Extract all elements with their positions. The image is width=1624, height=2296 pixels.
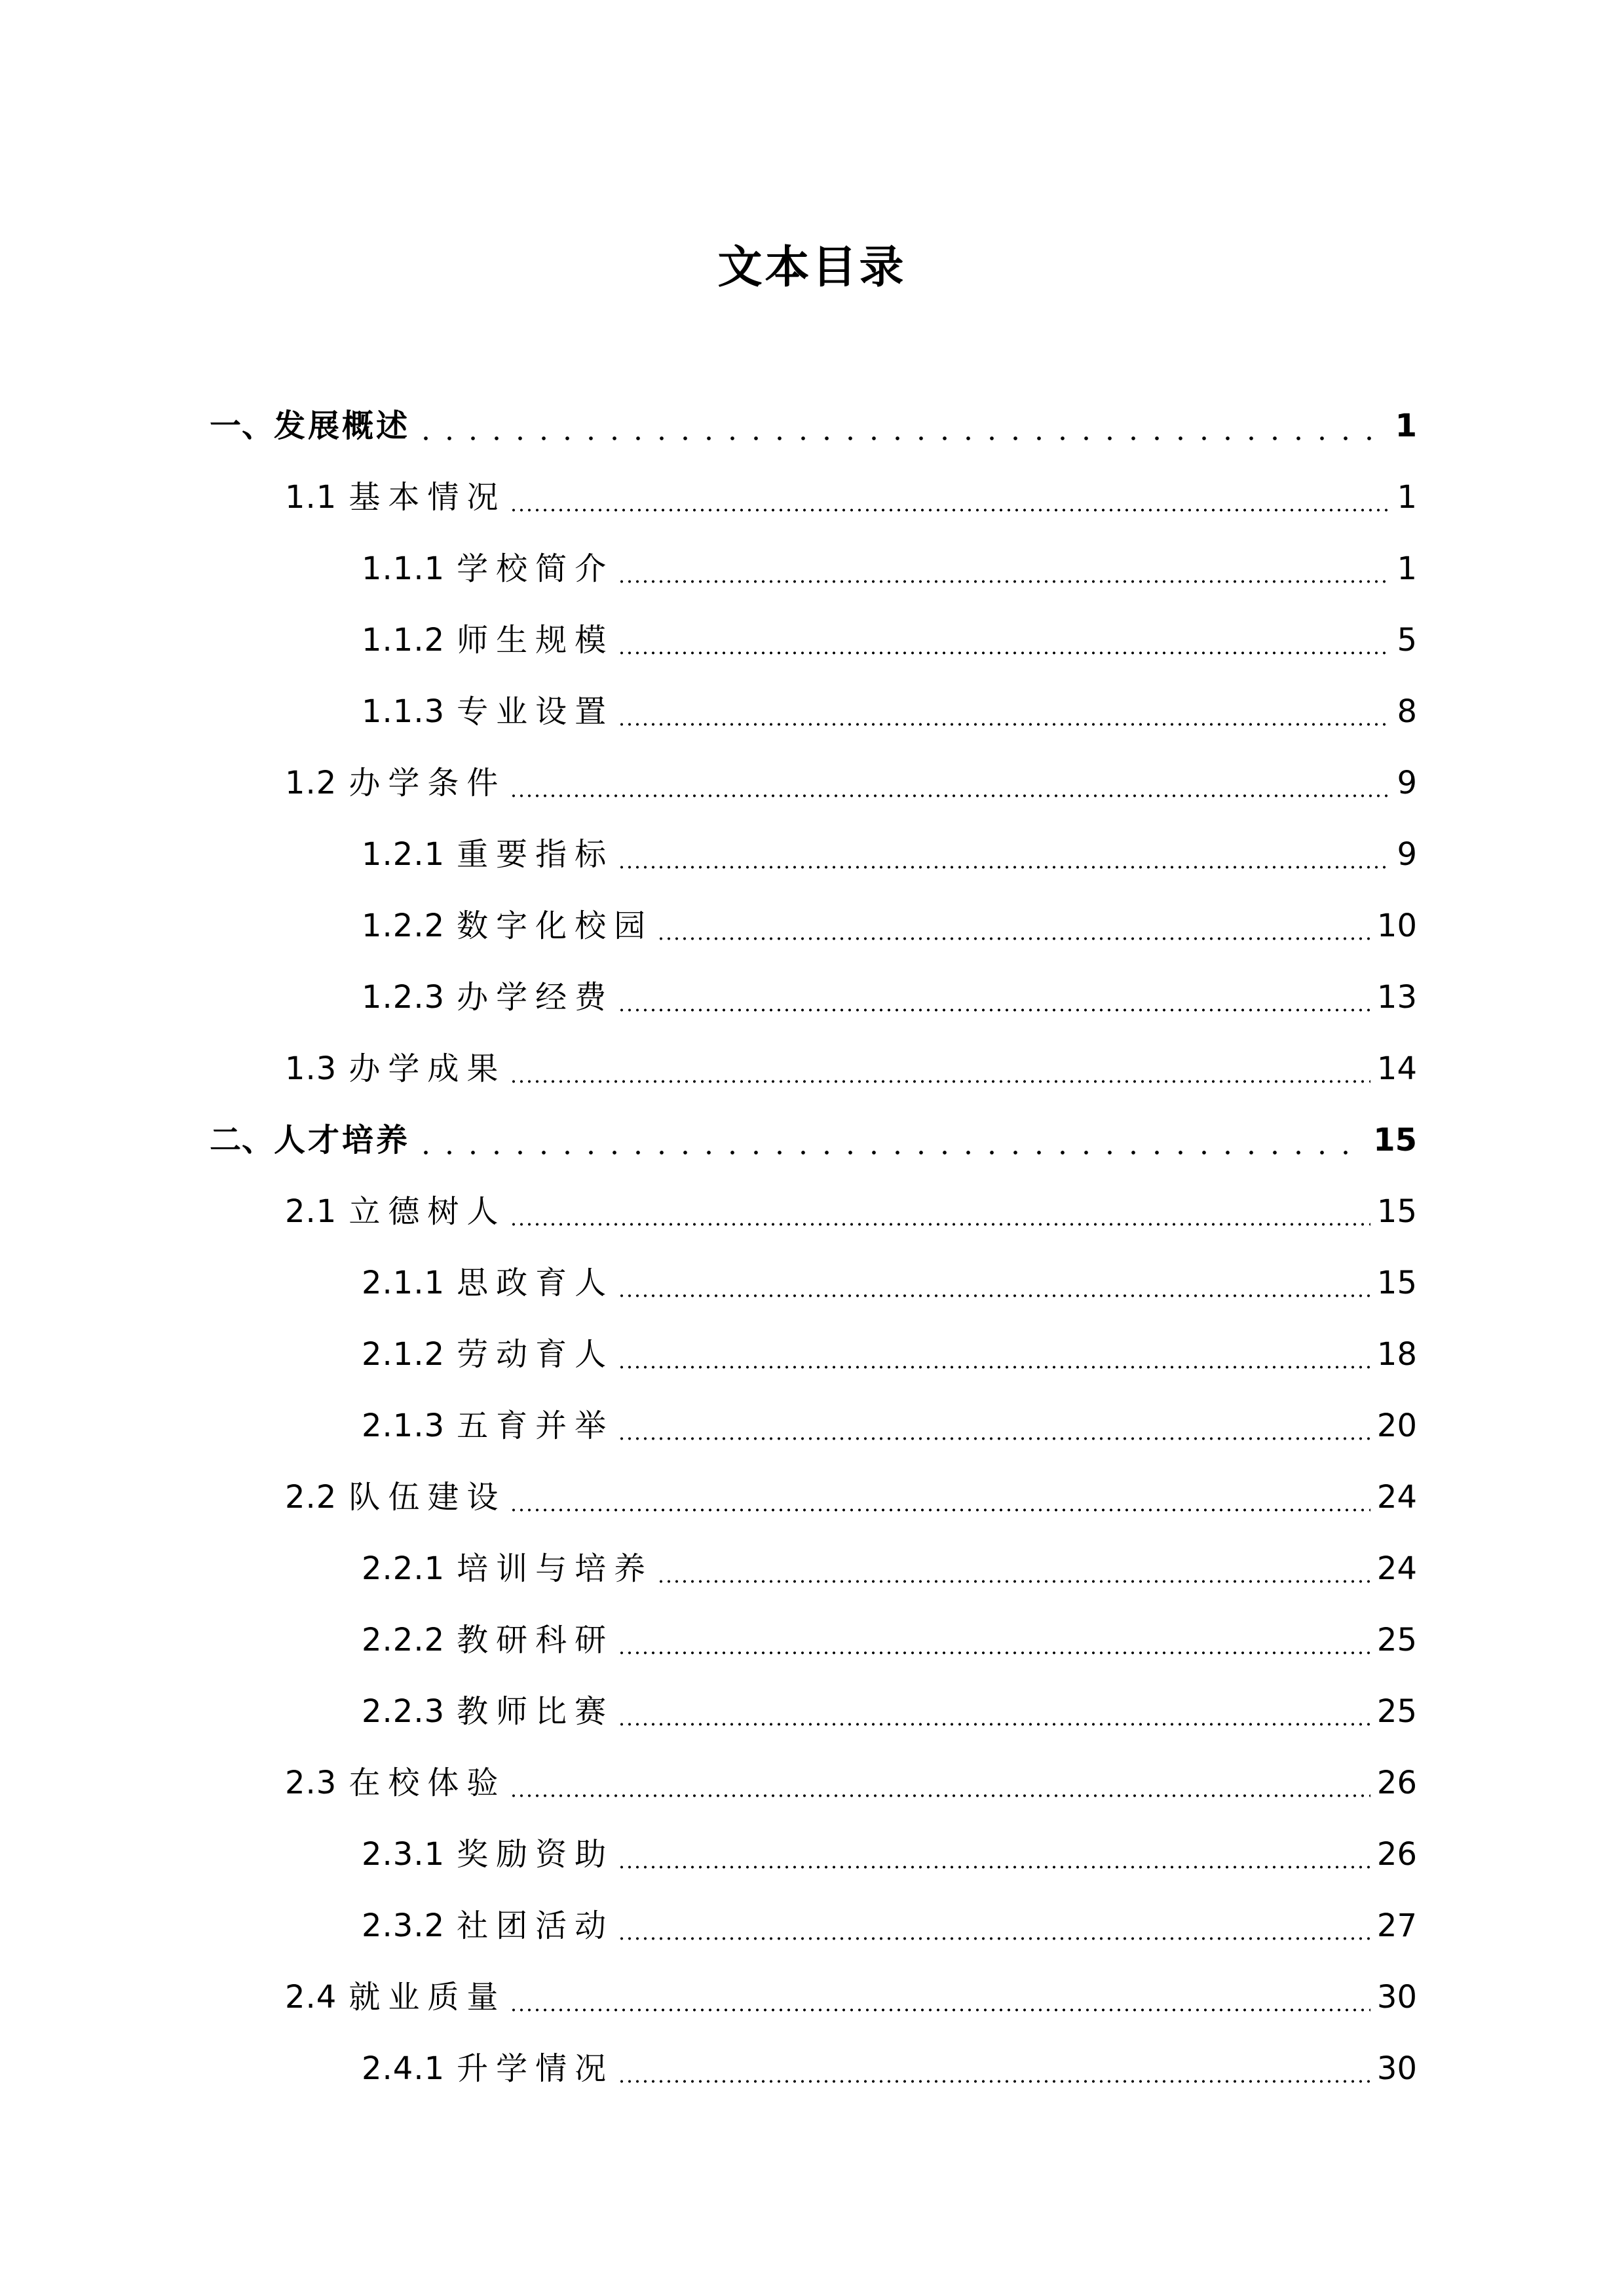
toc-entry-title: 教师比赛 xyxy=(457,1693,614,1730)
toc-entry-label xyxy=(362,621,614,660)
dot-leader xyxy=(510,478,1390,517)
dot-leader xyxy=(618,978,1370,1017)
toc-entry-title: 奖励资助 xyxy=(457,1835,614,1873)
toc-entry-title: 社团活动 xyxy=(457,1907,614,1944)
dot-leader xyxy=(510,1763,1370,1803)
toc-entry-label xyxy=(285,1763,506,1803)
toc-entry-label xyxy=(362,1406,614,1445)
toc-entry-page-number: 14 xyxy=(1376,1050,1417,1087)
toc-entry[interactable] xyxy=(0,1104,1624,1176)
toc-entry-number: 1.1.2 xyxy=(362,621,445,659)
toc-entry-number: 1.1 xyxy=(285,478,337,516)
toc-entry-number: 2.3.1 xyxy=(362,1835,445,1873)
toc-entry-title: 人才培养 xyxy=(274,1121,411,1158)
toc-entry[interactable] xyxy=(0,604,1624,676)
dot-leader xyxy=(618,1835,1370,1874)
toc-entry-number: 1.1.3 xyxy=(362,693,445,730)
toc-entry-page-number: 15 xyxy=(1376,1264,1417,1301)
toc-entry-number: 2.2.1 xyxy=(362,1550,445,1587)
toc-entry-label xyxy=(362,1692,614,1731)
toc-entry[interactable] xyxy=(0,890,1624,961)
toc-entry-title: 教研科研 xyxy=(457,1621,614,1658)
toc-entry-page-number: 9 xyxy=(1397,835,1417,873)
dot-leader xyxy=(618,621,1390,660)
toc-entry-number: 1.1.1 xyxy=(362,550,445,587)
toc-entry-page-number: 10 xyxy=(1376,907,1417,944)
toc-entry-label xyxy=(362,978,614,1017)
toc-entry[interactable] xyxy=(0,1176,1624,1247)
toc-entry-page-number: 5 xyxy=(1397,621,1417,659)
toc-entry-title: 办学条件 xyxy=(349,764,506,801)
toc-entry-title: 思政育人 xyxy=(457,1264,614,1301)
toc-entry-title: 基本情况 xyxy=(349,478,506,516)
toc-entry-title: 办学经费 xyxy=(457,978,614,1016)
toc-entry-number: 1.2.1 xyxy=(362,835,445,873)
toc-entry-label xyxy=(362,1906,614,1945)
toc-entry[interactable] xyxy=(0,1247,1624,1318)
toc-entry-page-number: 26 xyxy=(1376,1835,1417,1873)
dot-leader xyxy=(618,1406,1370,1445)
toc-entry-title: 立德树人 xyxy=(349,1193,506,1230)
toc-entry-page-number: 30 xyxy=(1376,2050,1417,2087)
toc-entry-page-number: 9 xyxy=(1397,764,1417,801)
toc-entry[interactable] xyxy=(0,533,1624,604)
toc-entry-page-number: 15 xyxy=(1373,1121,1417,1158)
toc-entry-label xyxy=(362,1620,614,1660)
toc-entry-page-number: 1 xyxy=(1397,550,1417,587)
dot-leader xyxy=(414,406,1389,446)
toc-entry-title: 五育并举 xyxy=(457,1407,614,1444)
toc-entry-number: 一、 xyxy=(210,407,274,444)
toc-entry-page-number: 8 xyxy=(1397,693,1417,730)
dot-leader xyxy=(510,1978,1370,2017)
toc-entry-number: 2.1.1 xyxy=(362,1264,445,1301)
toc-entry-label xyxy=(285,763,506,803)
toc-entry-label xyxy=(362,835,614,874)
toc-entry-number: 2.2.2 xyxy=(362,1621,445,1658)
dot-leader xyxy=(618,549,1390,588)
toc-entry-title: 升学情况 xyxy=(457,2050,614,2087)
toc-entry[interactable] xyxy=(0,1747,1624,1818)
toc-entry-label xyxy=(362,1549,653,1588)
toc-entry-number: 1.2 xyxy=(285,764,337,801)
toc-entry[interactable] xyxy=(0,1604,1624,1675)
toc-entry[interactable] xyxy=(0,390,1624,461)
toc-entry[interactable] xyxy=(0,676,1624,747)
toc-entry-page-number: 1 xyxy=(1395,407,1417,444)
toc-entry-page-number: 30 xyxy=(1376,1978,1417,2016)
toc-entry-number: 1.3 xyxy=(285,1050,337,1087)
toc-entry-page-number: 18 xyxy=(1376,1335,1417,1373)
toc-entry-number: 2.1.3 xyxy=(362,1407,445,1444)
toc-entry-page-number: 24 xyxy=(1376,1478,1417,1516)
toc-entry[interactable] xyxy=(0,1318,1624,1390)
toc-entry-label xyxy=(285,1049,506,1088)
toc-entry-label xyxy=(362,2049,614,2088)
toc-entry-title: 队伍建设 xyxy=(349,1478,506,1516)
toc-entry-title: 学校简介 xyxy=(457,550,614,587)
toc-entry-number: 2.3.2 xyxy=(362,1907,445,1944)
toc-entry-page-number: 20 xyxy=(1376,1407,1417,1444)
toc-entry-label xyxy=(362,1335,614,1374)
toc-entry[interactable] xyxy=(0,1461,1624,1533)
toc-entry[interactable] xyxy=(0,1818,1624,1890)
dot-leader xyxy=(618,1263,1370,1303)
table-of-contents xyxy=(0,390,1624,2104)
toc-entry-label xyxy=(210,1120,410,1160)
toc-entry-title: 在校体验 xyxy=(349,1764,506,1801)
toc-entry[interactable] xyxy=(0,1890,1624,1961)
toc-entry[interactable] xyxy=(0,1675,1624,1747)
toc-entry-number: 1.2.3 xyxy=(362,978,445,1016)
toc-entry-number: 2.1 xyxy=(285,1193,337,1230)
dot-leader xyxy=(510,1478,1370,1517)
toc-entry[interactable] xyxy=(0,1533,1624,1604)
toc-entry-number: 2.2 xyxy=(285,1478,337,1516)
toc-entry-number: 2.1.2 xyxy=(362,1335,445,1373)
toc-entry-page-number: 13 xyxy=(1376,978,1417,1016)
toc-entry-label xyxy=(362,906,653,946)
toc-entry-title: 数字化校园 xyxy=(457,907,654,944)
toc-entry-page-number: 26 xyxy=(1376,1764,1417,1801)
toc-entry-title: 就业质量 xyxy=(349,1978,506,2016)
toc-entry[interactable] xyxy=(0,1390,1624,1461)
dot-leader xyxy=(618,1335,1370,1374)
toc-entry-number: 2.4.1 xyxy=(362,2050,445,2087)
toc-entry-title: 劳动育人 xyxy=(457,1335,614,1373)
toc-entry-label xyxy=(362,549,614,588)
dot-leader xyxy=(510,1192,1370,1231)
page-title: 文本目录 xyxy=(717,241,907,294)
toc-entry-number: 2.3 xyxy=(285,1764,337,1801)
toc-entry-number: 2.4 xyxy=(285,1978,337,2016)
toc-entry-label xyxy=(362,1263,614,1303)
toc-entry-title: 培训与培养 xyxy=(457,1550,654,1587)
toc-entry-label xyxy=(362,1835,614,1874)
dot-leader xyxy=(510,1049,1370,1088)
toc-entry-title: 师生规模 xyxy=(457,621,614,659)
toc-entry[interactable] xyxy=(0,2033,1624,2104)
dot-leader xyxy=(618,1620,1370,1660)
toc-entry-number: 2.2.3 xyxy=(362,1693,445,1730)
toc-entry-page-number: 24 xyxy=(1376,1550,1417,1587)
toc-entry-label xyxy=(285,1978,506,2017)
dot-leader xyxy=(414,1120,1367,1160)
toc-entry-page-number: 25 xyxy=(1376,1621,1417,1658)
toc-entry-label xyxy=(285,1192,506,1231)
toc-entry-label xyxy=(362,692,614,731)
toc-entry-number: 1.2.2 xyxy=(362,907,445,944)
toc-entry[interactable] xyxy=(0,961,1624,1033)
toc-entry-label xyxy=(285,478,506,517)
toc-entry-page-number: 15 xyxy=(1376,1193,1417,1230)
toc-entry-title: 发展概述 xyxy=(274,407,411,444)
toc-entry-title: 重要指标 xyxy=(457,835,614,873)
dot-leader xyxy=(618,835,1390,874)
toc-entry[interactable] xyxy=(0,1033,1624,1104)
toc-entry-page-number: 25 xyxy=(1376,1693,1417,1730)
toc-entry[interactable] xyxy=(0,818,1624,890)
toc-entry[interactable] xyxy=(0,747,1624,818)
toc-entry-label xyxy=(285,1478,506,1517)
dot-leader xyxy=(618,1906,1370,1945)
toc-entry-title: 专业设置 xyxy=(457,693,614,730)
toc-entry-title: 办学成果 xyxy=(349,1050,506,1087)
dot-leader xyxy=(657,906,1370,946)
toc-entry-label xyxy=(210,406,410,446)
toc-entry[interactable] xyxy=(0,461,1624,533)
dot-leader xyxy=(618,692,1390,731)
toc-entry-page-number: 1 xyxy=(1397,478,1417,516)
dot-leader xyxy=(618,2049,1370,2088)
dot-leader xyxy=(657,1549,1370,1588)
dot-leader xyxy=(510,763,1390,803)
dot-leader xyxy=(618,1692,1370,1731)
toc-entry-page-number: 27 xyxy=(1376,1907,1417,1944)
toc-entry[interactable] xyxy=(0,1961,1624,2033)
toc-entry-number: 二、 xyxy=(210,1121,274,1158)
